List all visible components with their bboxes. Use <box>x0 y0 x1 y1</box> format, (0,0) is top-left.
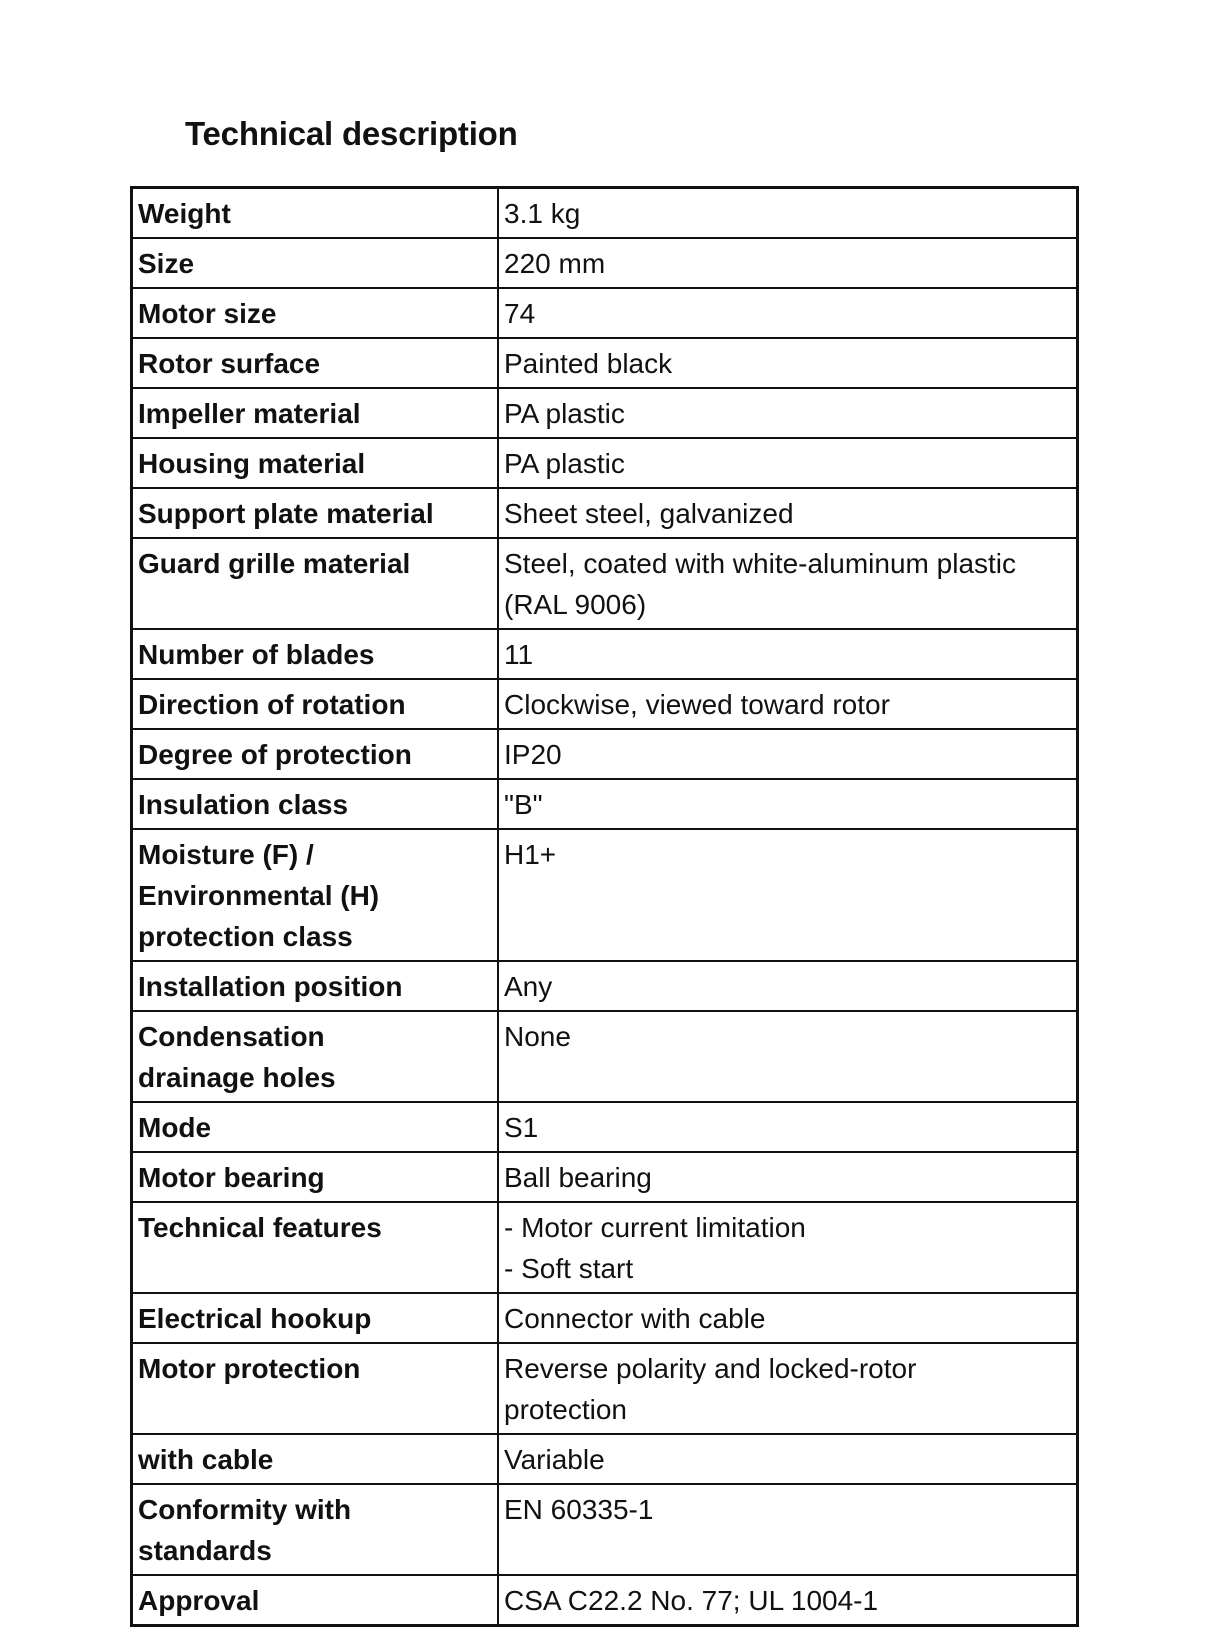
spec-label: Number of blades <box>138 639 375 670</box>
spec-label: Housing material <box>138 448 366 479</box>
spec-value-cell <box>498 1202 1078 1293</box>
spec-value: - Soft start <box>504 1253 634 1284</box>
table-row <box>132 679 1078 729</box>
table-row <box>132 729 1078 779</box>
spec-label-cell <box>132 1011 499 1102</box>
spec-value: 11 <box>504 639 534 670</box>
spec-label: Condensation <box>138 1021 325 1052</box>
spec-value-cell <box>498 1011 1078 1102</box>
table-row <box>132 1484 1078 1575</box>
spec-label: Motor bearing <box>138 1162 325 1193</box>
spec-value: "B" <box>504 789 543 820</box>
spec-label-cell <box>132 488 499 538</box>
spec-label: Environmental (H) <box>138 880 380 911</box>
spec-value-cell <box>498 629 1078 679</box>
table-row <box>132 438 1078 488</box>
spec-label: Support plate material <box>138 498 434 529</box>
spec-value-cell <box>498 1343 1078 1434</box>
spec-label: Technical features <box>138 1212 382 1243</box>
spec-value-cell <box>498 679 1078 729</box>
spec-value-cell <box>498 1484 1078 1575</box>
table-row <box>132 629 1078 679</box>
spec-value: Any <box>504 971 553 1002</box>
spec-label-cell <box>132 779 499 829</box>
spec-label: Size <box>138 248 195 279</box>
spec-label-cell <box>132 1434 499 1484</box>
spec-label-cell <box>132 829 499 961</box>
spec-label-cell <box>132 961 499 1011</box>
table-row <box>132 238 1078 288</box>
spec-value-cell <box>498 1102 1078 1152</box>
spec-label-cell <box>132 388 499 438</box>
spec-value-cell <box>498 729 1078 779</box>
spec-label: Motor protection <box>138 1353 361 1384</box>
spec-label: Rotor surface <box>138 348 321 379</box>
spec-label: standards <box>138 1535 272 1566</box>
spec-value: Ball bearing <box>504 1162 652 1193</box>
table-row <box>132 1102 1078 1152</box>
spec-label: drainage holes <box>138 1062 336 1093</box>
spec-label: Mode <box>138 1112 212 1143</box>
table-row <box>132 1434 1078 1484</box>
spec-label: Guard grille material <box>138 548 411 579</box>
spec-value-cell <box>498 538 1078 629</box>
spec-label: Approval <box>138 1585 260 1616</box>
spec-value: Clockwise, viewed toward rotor <box>504 689 890 720</box>
spec-value-cell <box>498 829 1078 961</box>
spec-label-cell <box>132 1102 499 1152</box>
spec-value: Connector with cable <box>504 1303 766 1334</box>
spec-value-cell <box>498 388 1078 438</box>
spec-value-cell <box>498 288 1078 338</box>
spec-label: protection class <box>138 921 353 952</box>
spec-label-cell <box>132 679 499 729</box>
spec-value-cell <box>498 1434 1078 1484</box>
spec-value-cell <box>498 188 1078 239</box>
spec-label-cell <box>132 288 499 338</box>
spec-label: Moisture (F) / <box>138 839 314 870</box>
spec-value-cell <box>498 338 1078 388</box>
spec-label: Insulation class <box>138 789 349 820</box>
spec-value: (RAL 9006) <box>504 589 647 620</box>
spec-value: 74 <box>504 298 536 329</box>
spec-value: Variable <box>504 1444 605 1475</box>
spec-label-cell <box>132 538 499 629</box>
spec-table-body <box>132 188 1078 1626</box>
table-row <box>132 1575 1078 1626</box>
table-row <box>132 1293 1078 1343</box>
spec-value: protection <box>504 1394 627 1425</box>
table-row <box>132 1343 1078 1434</box>
spec-label: Electrical hookup <box>138 1303 372 1334</box>
table-row <box>132 488 1078 538</box>
spec-value: PA plastic <box>504 398 625 429</box>
table-row <box>132 338 1078 388</box>
spec-value: EN 60335-1 <box>504 1494 654 1525</box>
page-title: Technical description <box>185 115 518 152</box>
spec-table <box>130 186 1079 1627</box>
spec-label-cell <box>132 338 499 388</box>
spec-value-cell <box>498 779 1078 829</box>
table-row <box>132 388 1078 438</box>
spec-label-cell <box>132 729 499 779</box>
table-row <box>132 779 1078 829</box>
spec-value-cell <box>498 1293 1078 1343</box>
spec-value-cell <box>498 438 1078 488</box>
spec-value: 220 mm <box>504 248 606 279</box>
spec-label: Conformity with <box>138 1494 352 1525</box>
spec-label-cell <box>132 1293 499 1343</box>
spec-value: PA plastic <box>504 448 625 479</box>
spec-value-cell <box>498 961 1078 1011</box>
spec-value: - Motor current limitation <box>504 1212 806 1243</box>
table-row <box>132 961 1078 1011</box>
table-row <box>132 1011 1078 1102</box>
spec-label-cell <box>132 1343 499 1434</box>
spec-label-cell <box>132 1202 499 1293</box>
table-row <box>132 188 1078 239</box>
spec-label: Installation position <box>138 971 403 1002</box>
spec-value: H1+ <box>504 839 557 870</box>
spec-label: Weight <box>138 198 231 229</box>
spec-value: S1 <box>504 1112 539 1143</box>
spec-value: IP20 <box>504 739 562 770</box>
spec-value: Painted black <box>504 348 673 379</box>
spec-value-cell <box>498 1152 1078 1202</box>
table-row <box>132 1152 1078 1202</box>
spec-value-cell <box>498 488 1078 538</box>
spec-value: Steel, coated with white-aluminum plastic <box>504 548 1017 579</box>
table-row <box>132 288 1078 338</box>
spec-label-cell <box>132 1484 499 1575</box>
spec-value: Sheet steel, galvanized <box>504 498 794 529</box>
spec-value: CSA C22.2 No. 77; UL 1004-1 <box>504 1585 879 1616</box>
spec-label: Impeller material <box>138 398 361 429</box>
spec-label-cell <box>132 1575 499 1626</box>
spec-label-cell <box>132 1152 499 1202</box>
spec-label-cell <box>132 238 499 288</box>
spec-value: 3.1 kg <box>504 198 581 229</box>
spec-label: Degree of protection <box>138 739 412 770</box>
spec-label-cell <box>132 438 499 488</box>
spec-value: None <box>504 1021 571 1052</box>
table-row <box>132 829 1078 961</box>
spec-label: Direction of rotation <box>138 689 406 720</box>
table-row <box>132 1202 1078 1293</box>
table-row <box>132 538 1078 629</box>
spec-label-cell <box>132 629 499 679</box>
spec-value-cell <box>498 1575 1078 1626</box>
spec-value-cell <box>498 238 1078 288</box>
spec-value: Reverse polarity and locked-rotor <box>504 1353 917 1384</box>
spec-label: with cable <box>138 1444 274 1475</box>
spec-label: Motor size <box>138 298 277 329</box>
spec-label-cell <box>132 188 499 239</box>
